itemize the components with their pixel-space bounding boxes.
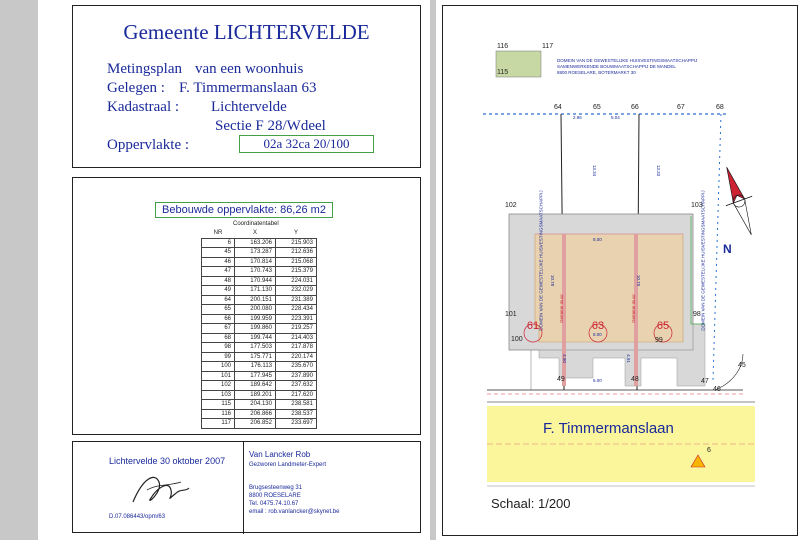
table-row [202,305,317,315]
table-cell: 177.945 [235,371,276,381]
dim-10-78: 10.78 [550,274,556,287]
table-cell: 189.642 [235,381,276,391]
table-row [202,333,317,343]
table-cell: 64 [202,295,235,305]
surveyor-email: email : rob.vanlancker@skynet.be [249,509,340,515]
street-name: F. Timmermanslaan [543,420,674,437]
table-cell: 175.771 [235,352,276,362]
table-cell: 237.632 [276,381,317,391]
point-98: 98 [693,311,701,318]
dim-5-04: 5.04 [611,115,620,120]
coord-table [201,229,317,429]
coordinates-block [72,177,421,435]
table-cell: 238.537 [276,409,317,419]
table-cell: 232.029 [276,286,317,296]
table-cell: 45 [202,248,235,258]
table-cell: 116 [202,409,235,419]
table-cell: 103 [202,390,235,400]
table-row [202,381,317,391]
point-116: 116 [497,43,509,50]
table-row [202,276,317,286]
table-row [202,267,317,277]
dim-6-00: 6.00 [593,378,602,383]
table-row [202,352,317,362]
signature-image [125,468,195,510]
owner-right-text: DOMEIN VAN DE GEWESTELIJKE HUISVESTINGSMAATSCHAPPIJ [700,190,706,331]
dim-8-00-bottom: 8.00 [593,332,602,337]
file-reference: D.07.086443/opm/63 [109,514,166,520]
table-cell: 170.814 [235,257,276,267]
point-99: 99 [655,337,663,344]
coord-table-header [202,229,317,238]
north-arrow [714,162,765,239]
table-cell: 98 [202,343,235,353]
table-row [202,390,317,400]
header-value-metingsplan: van een woonhuis [195,61,304,77]
table-cell: 117 [202,419,235,429]
table-cell: 47 [202,267,235,277]
table-row [202,238,317,248]
table-cell: 102 [202,381,235,391]
table-cell: 217.878 [276,343,317,353]
surveyor-address-street: Brugsesteenweg 31 [249,485,303,491]
right-sheet [436,0,800,540]
table-cell: 173.287 [235,248,276,258]
table-cell: 233.697 [276,419,317,429]
point-6: 6 [707,447,711,454]
table-cell: 200.151 [235,295,276,305]
coord-column-header: Y [276,229,317,238]
point-117: 117 [542,43,554,50]
surveyor-address-city: 8800 ROESELARE [249,493,301,499]
table-cell: 200.080 [235,305,276,315]
table-cell: 65 [202,305,235,315]
owner-top-line3: 8800 ROESELARE, BOTERMARKT 30 [557,70,636,75]
table-row [202,286,317,296]
point-66: 66 [631,104,639,111]
table-row [202,400,317,410]
point-67: 67 [677,104,685,111]
lot-number-63: 63 [591,320,605,332]
point-103: 103 [691,202,703,209]
table-cell: 189.201 [235,390,276,400]
table-cell: 170.944 [235,276,276,286]
table-cell: 220.174 [276,352,317,362]
table-cell: 199.959 [235,314,276,324]
lot-number-65: 65 [656,320,670,332]
header-label-gelegen: Gelegen : [107,80,165,96]
table-cell: 163.206 [235,238,276,248]
table-row [202,314,317,324]
table-cell: 217.620 [276,390,317,400]
surveyor-title: Gezworen Landmeter-Expert [249,462,327,468]
left-sheet [38,0,430,540]
table-cell: 49 [202,286,235,296]
point-49: 49 [557,376,565,383]
table-cell: 224.031 [276,276,317,286]
table-row [202,257,317,267]
coord-column-header: NR [202,229,235,238]
table-cell: 214.403 [276,333,317,343]
table-cell: 199.744 [235,333,276,343]
table-cell: 67 [202,324,235,334]
table-cell: 170.743 [235,267,276,277]
table-cell: 215.379 [276,267,317,277]
table-cell: 215.903 [276,238,317,248]
boundary-line-68 [713,114,721,380]
table-row [202,295,317,305]
table-cell: 215.068 [276,257,317,267]
table-row [202,409,317,419]
header-value-gelegen: F. Timmermanslaan 63 [179,80,317,96]
table-cell: 101 [202,371,235,381]
table-cell: 48 [202,276,235,286]
footer-divider [243,442,244,534]
header-label-metingsplan: Metingsplan [107,61,182,77]
table-cell: 68 [202,333,235,343]
coord-column-header: X [235,229,276,238]
table-row [202,362,317,372]
point-64: 64 [554,104,562,111]
coord-table-title: Coordinatentabel [233,221,279,227]
surveyor-name: Van Lancker Rob [249,450,311,459]
table-row [202,419,317,429]
owner-top-line2: SAMENWERKENDE BOUWMAATSCHAPPIJ DE MANDEL [557,64,676,69]
table-cell: 228.434 [276,305,317,315]
point-102: 102 [505,202,517,209]
point-47: 47 [701,378,709,385]
scale-label: Schaal: 1/200 [491,496,571,511]
table-cell: 99 [202,352,235,362]
table-row [202,248,317,258]
table-cell: 223.391 [276,314,317,324]
header-label-oppervlakte: Oppervlakte : [107,137,190,153]
point-65: 65 [593,104,601,111]
dim-10-79: 10.79 [636,274,642,287]
survey-plan-drawing [443,6,797,535]
dim-13-33: 13.33 [656,164,662,177]
table-cell: 206.852 [235,419,276,429]
dim-4-91: 4.91 [625,354,631,363]
table-cell: 238.581 [276,400,317,410]
table-cell: 100 [202,362,235,372]
table-cell: 177.503 [235,343,276,353]
table-row [202,324,317,334]
title-block [72,5,421,168]
page-title: Gemeente LICHTERVELDE [123,20,370,44]
area-value-box: 02a 32ca 20/100 [239,135,374,153]
table-cell: 46 [202,257,235,267]
point-68: 68 [716,104,724,111]
dim-4-90: 4.90 [561,354,567,363]
party-wall-label-right: Gemene muur [630,294,636,323]
point-100: 100 [511,336,523,343]
table-cell: 219.257 [276,324,317,334]
point-45: 45 [738,362,746,369]
place-date: Lichtervelde 30 oktober 2007 [109,456,226,466]
point-115: 115 [497,69,509,76]
table-row [202,371,317,381]
header-value-sectie: Sectie F 28/Wdeel [215,118,326,134]
owner-top-line1: DOMEIN VAN DE GEWESTELIJKE HUISVESTINGSMAATSCHAPPIJ [557,58,698,63]
dim-13-34: 13.34 [592,164,598,177]
dim-8-00-top: 8.00 [593,237,602,242]
built-area-label: Bebouwde oppervlakte: 86,26 m2 [155,202,333,218]
surveyor-phone: Tel. 0475.74.10.67 [249,501,299,507]
north-label: N [723,242,732,256]
table-cell: 235.670 [276,362,317,372]
table-cell: 171.130 [235,286,276,296]
point-46: 46 [713,386,721,393]
table-cell: 206.866 [235,409,276,419]
table-cell: 204.130 [235,400,276,410]
footer-block [72,441,421,533]
point-48: 48 [631,376,639,383]
table-cell: 237.890 [276,371,317,381]
table-cell: 199.860 [235,324,276,334]
plan-frame [442,5,798,536]
dim-2-96: 2.96 [573,115,582,120]
table-cell: 231.389 [276,295,317,305]
lot-number-61: 61 [526,320,540,332]
owner-left-text: DOMEIN VAN DE GEWESTELIJKE HUISVESTINGSMAATSCHAPPIJ [538,190,544,331]
table-cell: 115 [202,400,235,410]
table-cell: 6 [202,238,235,248]
table-row [202,343,317,353]
table-cell: 66 [202,314,235,324]
header-value-kadastraal: Lichtervelde [211,99,287,115]
table-cell: 176.113 [235,362,276,372]
header-label-kadastraal: Kadastraal : [107,99,180,115]
table-cell: 212.636 [276,248,317,258]
party-wall-label-left: Gemene muur [558,294,564,323]
point-101: 101 [505,311,517,318]
